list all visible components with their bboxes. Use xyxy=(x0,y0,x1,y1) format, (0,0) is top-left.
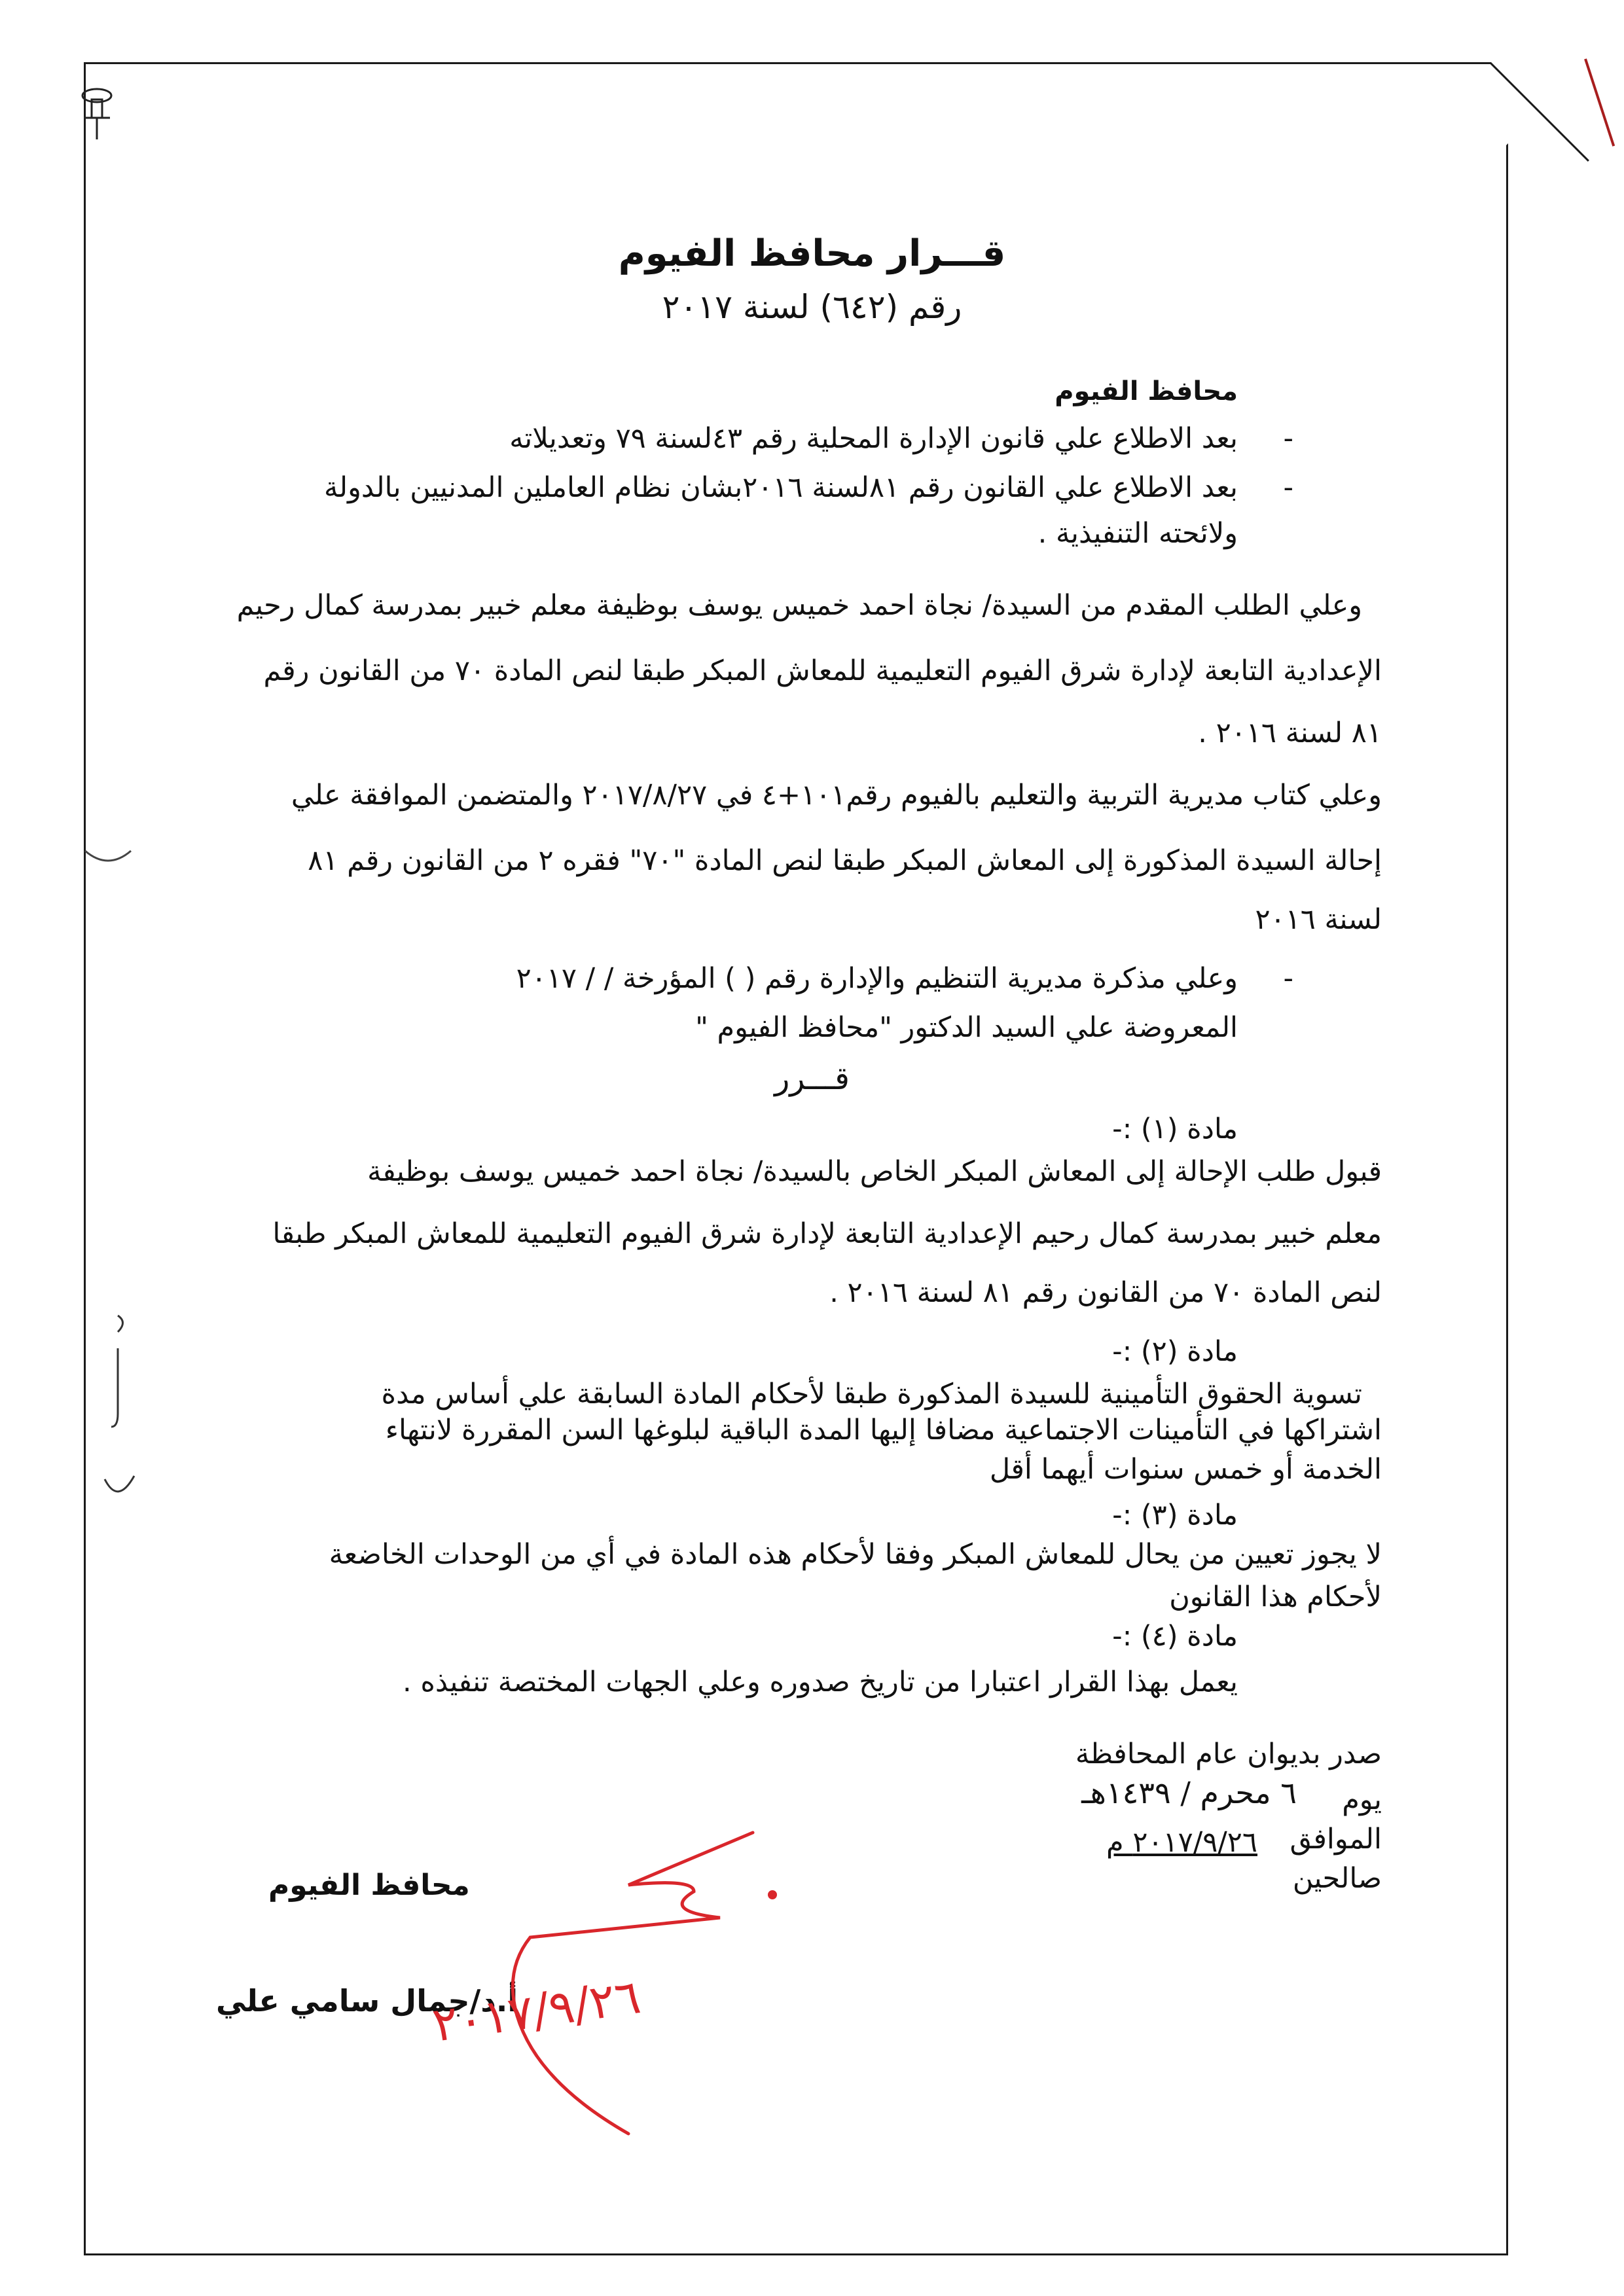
letter-line-2: إحالة السيدة المذكورة إلى المعاش المبكر طبقا لنص المادة "٧٠" فقره ٢ من القانون رقم ٨١ xyxy=(308,844,1382,877)
article-4-line-1: يعمل بهذا القرار اعتبارا من تاريخ صدوره وعلي الجهات المختصة تنفيذه . xyxy=(403,1666,1238,1698)
article-1-line-2: معلم خبير بمدرسة كمال رحيم الإعدادية التابعة لإدارة شرق الفيوم التعليمية للمعاش المبكر طبقا xyxy=(272,1217,1382,1250)
decree-number: رقم (٦٤٢) لسنة ٢٠١٧ xyxy=(662,288,962,326)
preamble-line-3: ولائحته التنفيذية . xyxy=(1038,517,1238,550)
signatory-name: أ.د/جمال سامي علي xyxy=(216,1983,518,2018)
article-3-line-1: لا يجوز تعيين من يحال للمعاش المبكر وفقا لأحكام هذه المادة في أي من الوحدات الخاضعة xyxy=(329,1538,1382,1571)
article-2-heading: مادة (٢) :- xyxy=(1112,1335,1238,1368)
request-line-1: وعلي الطلب المقدم من السيدة/ نجاة احمد خميس يوسف بوظيفة معلم خبير بمدرسة كمال رحيم xyxy=(236,589,1362,622)
decision-heading: قـــرر xyxy=(774,1060,850,1097)
article-3-line-2: لأحكام هذا القانون xyxy=(1169,1581,1382,1613)
preamble-line-1: - بعد الاطلاع علي قانون الإدارة المحلية رقم ٤٣لسنة ٧٩ وتعديلاته xyxy=(509,422,1238,455)
staple-mark-icon xyxy=(82,844,134,870)
letter-line-1: وعلي كتاب مديرية التربية والتعليم بالفيوم رقم١٠١+٤ في ٢٠١٧/٨/٢٧ والمتضمن الموافقة علي xyxy=(291,779,1382,812)
handwritten-date: ٢٠١٧/٩/٢٦ xyxy=(429,1969,644,2053)
article-2-line-1: تسوية الحقوق التأمينية للسيدة المذكورة طبقا لأحكام المادة السابقة علي أساس مدة xyxy=(381,1378,1362,1410)
red-signature-icon xyxy=(497,1806,838,2147)
issued-day-label: يوم xyxy=(1342,1784,1382,1816)
memo-line-1: - وعلي مذكرة مديرية التنظيم والإدارة رقم ( ) المؤرخة / / ٢٠١٧ xyxy=(516,962,1238,995)
decree-title: قـــرار محافظ الفيوم xyxy=(618,232,1006,275)
issued-agreement-value: ٢٠١٧/٩/٢٦ م xyxy=(1106,1826,1257,1859)
article-1-heading: مادة (١) :- xyxy=(1112,1113,1238,1145)
signatory-title: محافظ الفيوم xyxy=(268,1869,470,1902)
article-2-line-2: اشتراكها في التأمينات الاجتماعية مضافا إليها المدة الباقية لبلوغها السن المقررة لانتهاء xyxy=(385,1414,1382,1446)
issuer-heading: محافظ الفيوم xyxy=(1055,376,1238,406)
request-line-3: ٨١ لسنة ٢٠١٦ . xyxy=(1198,717,1382,749)
article-4-heading: مادة (٤) :- xyxy=(1112,1620,1238,1653)
issued-day-value: ٦ محرم / ١٤٣٩هـ xyxy=(1081,1775,1297,1810)
preamble-line-2: - بعد الاطلاع علي القانون رقم ٨١لسنة ٢٠١٦بشان نظام العاملين المدنيين بالدولة xyxy=(324,471,1238,504)
article-1-line-1: قبول طلب الإحالة إلى المعاش المبكر الخاص بالسيدة/ نجاة احمد خميس يوسف بوظيفة xyxy=(367,1155,1382,1188)
letter-line-3: لسنة ٢٠١٦ xyxy=(1255,903,1382,936)
pushpin-icon xyxy=(77,84,117,143)
paper-clip-icon xyxy=(98,1309,137,1505)
request-line-2: الإعدادية التابعة لإدارة شرق الفيوم التعليمية للمعاش المبكر طبقا لنص المادة ٧٠ من القانون رقم xyxy=(263,655,1382,687)
issued-footer-word: صالحين xyxy=(1292,1862,1382,1895)
issued-at: صدر بديوان عام المحافظة xyxy=(1075,1738,1382,1770)
article-3-heading: مادة (٣) :- xyxy=(1112,1499,1238,1532)
memo-line-2: المعروضة علي السيد الدكتور "محافظ الفيوم " xyxy=(695,1011,1238,1044)
article-2-line-3: الخدمة أو خمس سنوات أيهما أقل xyxy=(989,1453,1382,1486)
issued-agreement-label: الموافق xyxy=(1290,1823,1382,1856)
article-1-line-3: لنص المادة ٧٠ من القانون رقم ٨١ لسنة ٢٠١٦ . xyxy=(829,1276,1382,1309)
